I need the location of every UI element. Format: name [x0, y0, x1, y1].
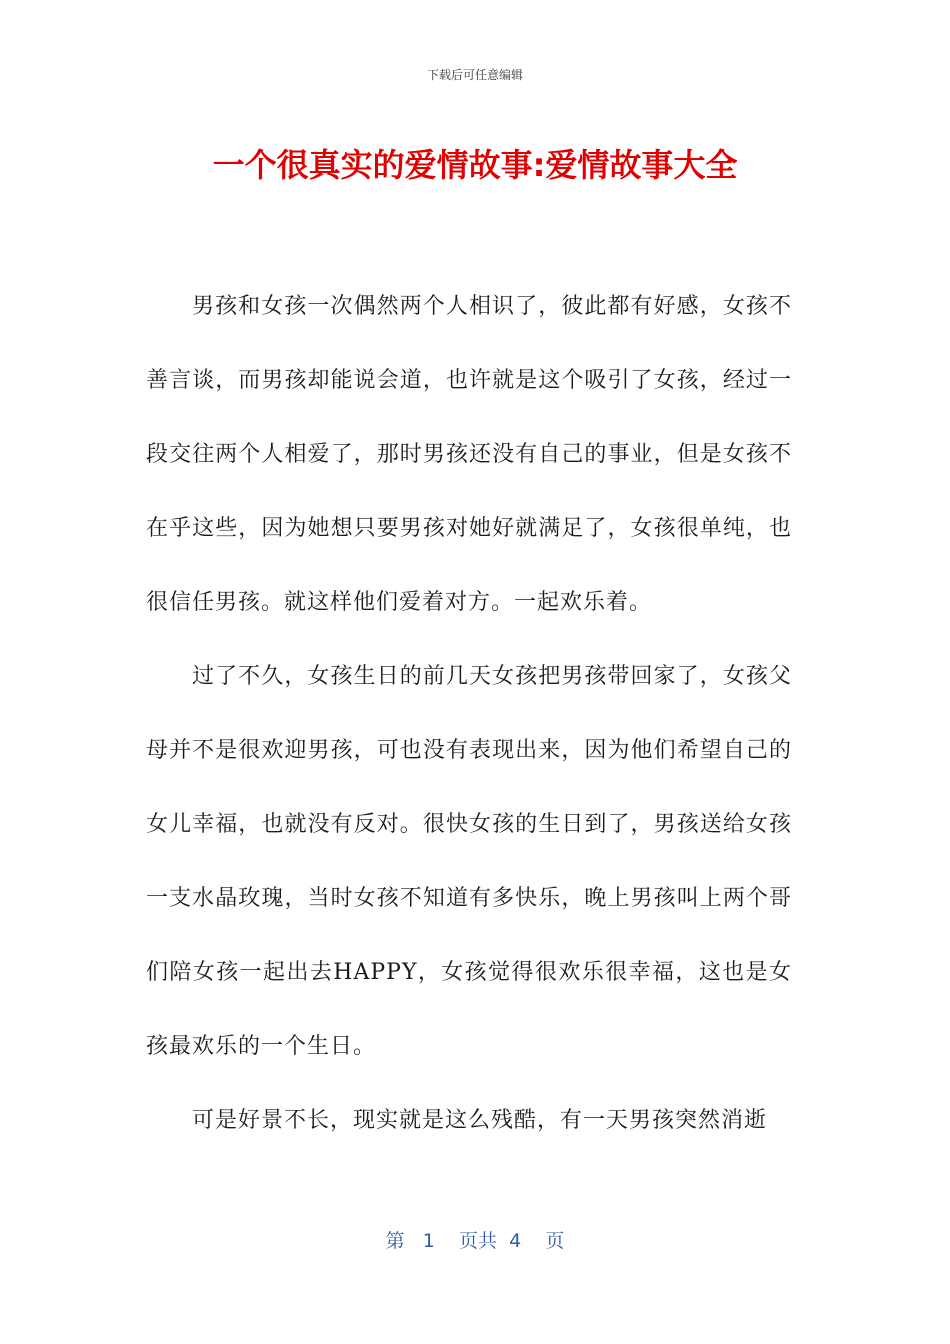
footer-mid: 页共	[459, 1230, 498, 1252]
footer-prefix: 第	[385, 1230, 405, 1252]
footer-total-pages: 4	[509, 1230, 522, 1252]
paragraph-3: 可是好景不长，现实就是这么残酷，有一天男孩突然消逝	[192, 1108, 768, 1133]
document-body	[146, 270, 792, 1158]
document-title: 一个很真实的爱情故事:爱情故事大全	[212, 146, 738, 184]
footer-current-page: 1	[422, 1230, 435, 1252]
footer-suffix: 页	[545, 1230, 565, 1252]
header-note: 下载后可任意编辑	[426, 68, 523, 82]
paragraph-2: 过了不久，女孩生日的前几天女孩把男孩带回家了，女孩父母并不是很欢迎男孩，可也没有表现出来，因为他们希望自己的女儿幸福，也就没有反对。很快女孩的生日到了，男孩送给女孩一支水晶玫瑰，当时女孩不知道有多快乐，晚上男孩叫上两个哥们陪女孩一起出去HAPPY，女孩觉得很欢乐很幸福，这也是女孩最欢乐的一个生日。	[146, 664, 792, 1059]
paragraph-1: 男孩和女孩一次偶然两个人相识了，彼此都有好感，女孩不善言谈，而男孩却能说会道，也许就是这个吸引了女孩，经过一段交往两个人相爱了，那时男孩还没有自己的事业，但是女孩不在乎这些，因为她想只要男孩对她好就满足了，女孩很单纯，也很信任男孩。就这样他们爱着对方。一起欢乐着。	[146, 294, 792, 615]
page-footer	[0, 1226, 950, 1253]
